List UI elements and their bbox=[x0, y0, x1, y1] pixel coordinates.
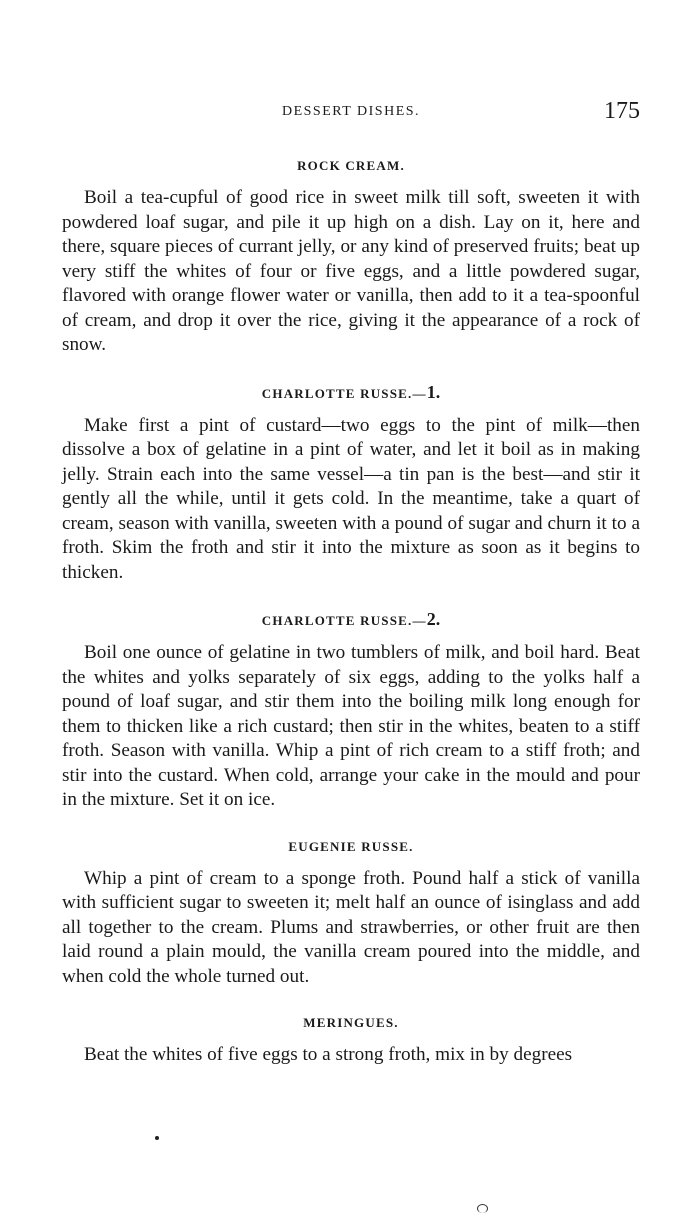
recipe-title: ROCK CREAM. bbox=[297, 158, 405, 173]
ink-speck bbox=[155, 1136, 159, 1140]
recipe-text: Whip a pint of cream to a sponge froth. Pound half a stick of vanilla with sufficient sugar to sweeten it; melt half an ounce of isinglass and add all together to the cream. Plums and strawberries, or other fruit are then laid round a plain mould, the vanilla cream poured into the middle, and when cold the whole turned out. bbox=[62, 867, 640, 987]
recipe-eugenie-russe bbox=[62, 835, 640, 990]
signature-mark bbox=[477, 1204, 488, 1213]
page-content bbox=[62, 154, 640, 1068]
recipe-number: 2. bbox=[426, 609, 441, 629]
recipe-text: Boil a tea-cupful of good rice in sweet milk till soft, sweeten it with powdered loaf sugar, and pile it up high on a dish. Lay on it, here and there, square pieces of currant jelly, or any kind of preserved fruits; beat up very stiff the whites of four or five eggs, and a little powdered sugar, flavored with orange flower water or vanilla, then add to it a tea-spoonful of cream, and drop it over the rice, giving it the appearance of a rock of snow. bbox=[62, 187, 640, 355]
recipe-title: MERINGUES. bbox=[303, 1015, 399, 1030]
recipe-text: Beat the whites of five eggs to a strong froth, mix in by degrees bbox=[84, 1044, 573, 1065]
recipe-meringues bbox=[62, 1011, 640, 1068]
running-header bbox=[62, 98, 640, 128]
recipe-title: CHARLOTTE RUSSE.—1. bbox=[261, 381, 441, 402]
recipe-charlotte-russe-2 bbox=[62, 607, 640, 813]
running-title: DESSERT DISHES. bbox=[281, 104, 421, 119]
recipe-title: CHARLOTTE RUSSE.—2. bbox=[261, 609, 441, 629]
recipe-rock-cream bbox=[62, 154, 640, 358]
recipe-text: Boil one ounce of gelatine in two tumblers of milk, and boil hard. Beat the whites and yolks separately of six eggs, adding to the yolks half a pound of loaf sugar, and stir them into the boiling milk long enough for them to thicken like a rich custard; then stir in the whites, beaten to a stiff froth. Season with vanilla. Whip a pint of rich cream to a stiff froth; and stir into the custard. When cold, arrange your cake in the mould and pour in the mixture. Set it on ice. bbox=[62, 642, 640, 810]
recipe-charlotte-russe-1 bbox=[62, 380, 640, 586]
recipe-title: EUGENIE RUSSE. bbox=[288, 838, 414, 854]
recipe-text: Make first a pint of custard—two eggs to the pint of milk—then dissolve a box of gelatine in a pint of water, and let it boil as in making jelly. Strain each into the same vessel—a tin pan is the best—and stir it gently all the while, until it gets cold. In the meantime, take a quart of cream, season with vanilla, sweeten with a pound of sugar and churn it to a froth. Skim the froth and stir it into the mixture as soon as it begins to thicken. bbox=[62, 414, 640, 583]
recipe-number: 1. bbox=[426, 381, 441, 402]
page-number: 175 bbox=[604, 98, 640, 124]
